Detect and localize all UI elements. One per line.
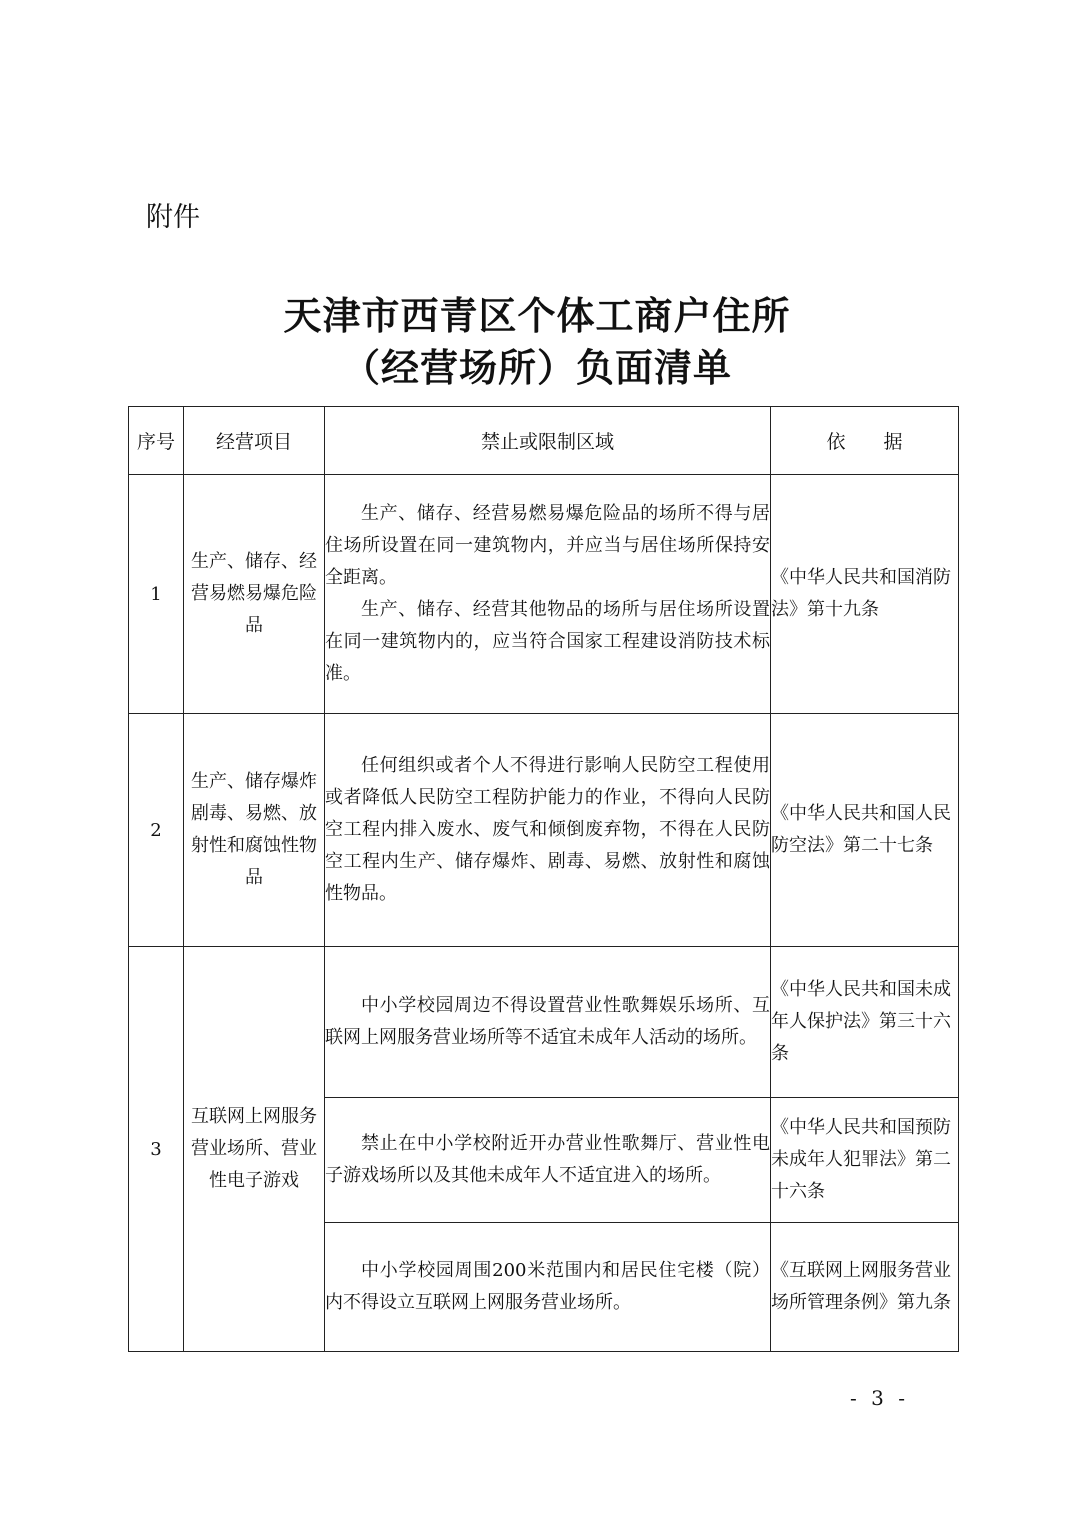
row-serial-number: 3 (129, 947, 184, 1352)
area-paragraph: 生产、储存、经营其他物品的场所与居住场所设置在同一建筑物内的，应当符合国家工程建设消防技术标准。 (325, 599, 770, 684)
table-row (129, 947, 959, 1098)
row-serial-number: 2 (129, 714, 184, 947)
row-restricted-area (325, 947, 771, 1098)
row-restricted-area (325, 475, 771, 714)
row-legal-basis: 《中华人民共和国预防未成年人犯罪法》第二十六条 (771, 1098, 959, 1223)
row-legal-basis: 《中华人民共和国未成年人保护法》第三十六条 (771, 947, 959, 1098)
row-legal-basis: 《中华人民共和国人民防空法》第二十七条 (771, 714, 959, 947)
row-restricted-area (325, 714, 771, 947)
header-serial-number: 序号 (129, 407, 184, 475)
table-row (129, 475, 959, 714)
row-restricted-area (325, 1223, 771, 1352)
row-serial-number: 1 (129, 475, 184, 714)
area-paragraph: 中小学校园周边不得设置营业性歌舞娱乐场所、互联网上网服务营业场所等不适宜未成年人活动的场所。 (325, 995, 770, 1048)
area-paragraph: 生产、储存、经营易燃易爆危险品的场所不得与居住场所设置在同一建筑物内，并应当与居住场所保持安全距离。 (325, 503, 770, 588)
row-restricted-area (325, 1098, 771, 1223)
header-business-item: 经营项目 (184, 407, 325, 475)
row-business-item: 互联网上网服务营业场所、营业性电子游戏 (184, 947, 325, 1352)
page-number: - 3 - (850, 1386, 909, 1410)
table-row (129, 714, 959, 947)
area-paragraph: 任何组织或者个人不得进行影响人民防空工程使用或者降低人民防空工程防护能力的作业，不得向人民防空工程内排入废水、废气和倾倒废弃物，不得在人民防空工程内生产、储存爆炸、剧毒、易燃、放射性和腐蚀性物品。 (325, 755, 770, 904)
row-legal-basis: 《中华人民共和国消防法》第十九条 (771, 475, 959, 714)
header-legal-basis: 依 据 (771, 407, 959, 475)
row-legal-basis: 《互联网上网服务营业场所管理条例》第九条 (771, 1223, 959, 1352)
document-title-line-2: （经营场所）负面清单 (341, 345, 732, 390)
table-header-row (129, 407, 959, 475)
row-business-item: 生产、储存、经营易燃易爆危险品 (184, 475, 325, 714)
document-title-line-1: 天津市西青区个体工商户住所 (283, 293, 791, 338)
document-title (0, 290, 1074, 394)
row-business-item: 生产、储存爆炸剧毒、易燃、放射性和腐蚀性物品 (184, 714, 325, 947)
area-paragraph: 中小学校园周围200米范围内和居民住宅楼（院）内不得设立互联网上网服务营业场所。 (325, 1260, 770, 1313)
header-restricted-area: 禁止或限制区域 (325, 407, 771, 475)
negative-list-table (128, 406, 959, 1352)
attachment-label: 附件 (146, 202, 200, 233)
area-paragraph: 禁止在中小学校附近开办营业性歌舞厅、营业性电子游戏场所以及其他未成年人不适宜进入的场所。 (325, 1133, 770, 1186)
